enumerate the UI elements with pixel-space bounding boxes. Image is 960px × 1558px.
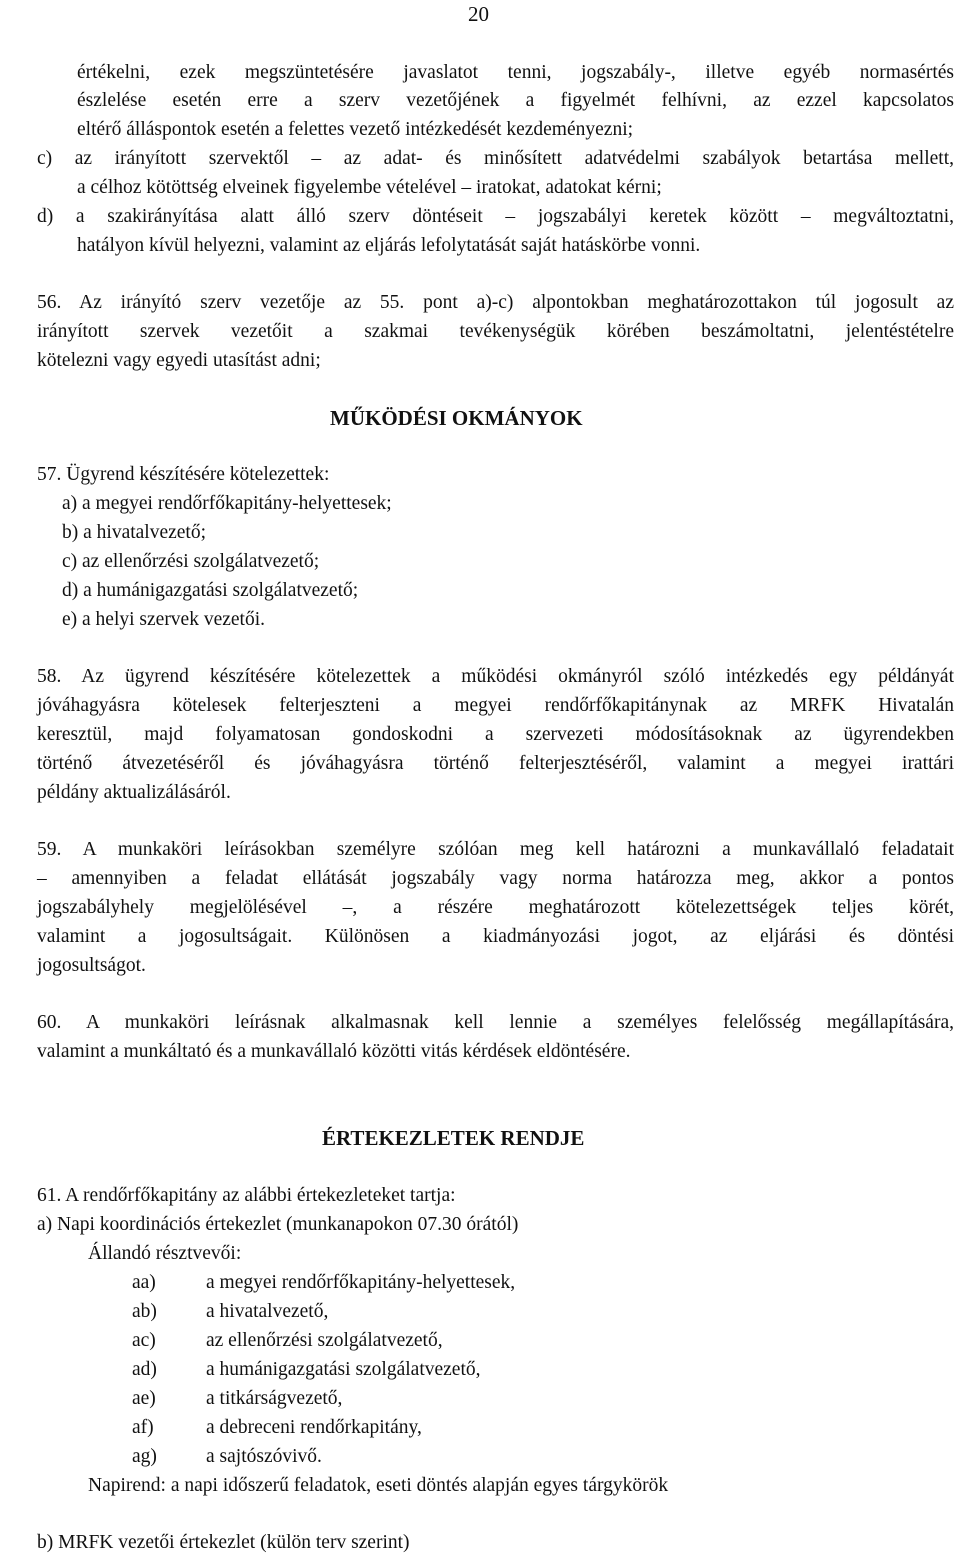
text-line: Állandó résztvevői:	[88, 1243, 242, 1264]
text-line: a célhoz kötöttség elveinek figyelembe vételével – iratokat, adatokat kérni;	[77, 177, 662, 198]
text-line: 58. Az ügyrend készítésére kötelezettek a működési okmányról szóló intézkedés egy példányát	[37, 666, 954, 687]
list-item: a megyei rendőrfőkapitány-helyettesek,	[206, 1272, 516, 1293]
text-line: valamint a munkáltató és a munkavállaló közötti vitás kérdések eldöntésére.	[37, 1041, 631, 1062]
text-line: a) Napi koordinációs értekezlet (munkanapokon 07.30 órától)	[37, 1214, 519, 1235]
list-item: b) a hivatalvezető;	[62, 522, 207, 543]
list-item: az ellenőrzési szolgálatvezető,	[206, 1330, 443, 1351]
list-item: d) a humánigazgatási szolgálatvezető;	[62, 580, 359, 601]
text-line: keresztül, majd folyamatosan gondoskodni a szervezeti módosításoknak az ügyrendekben	[37, 724, 954, 745]
text-line: c) az irányított szervektől – az adat- és minősített adatvédelmi szabályok betartása mellett,	[37, 148, 954, 169]
list-item: a humánigazgatási szolgálatvezető,	[206, 1359, 481, 1380]
list-item: c) az ellenőrzési szolgálatvezető;	[62, 551, 320, 572]
list-item: a sajtószóvivő.	[206, 1446, 322, 1467]
list-item: a debreceni rendőrkapitány,	[206, 1417, 422, 1438]
text-line: valamint a jogosultságait. Különösen a kiadmányozási jogot, az eljárási és döntési	[37, 926, 954, 947]
list-item-label: af)	[132, 1417, 154, 1438]
list-item: a) a megyei rendőrfőkapitány-helyettesek;	[62, 493, 392, 514]
text-line: 60. A munkaköri leírásnak alkalmasnak kell lennie a személyes felelősség megállapítására,	[37, 1012, 954, 1033]
text-line: eltérő álláspontok esetén a felettes vezető intézkedését kezdeményezni;	[77, 119, 634, 140]
text-line: hatályon kívül helyezni, valamint az eljárás lefolytatását saját hatáskörbe vonni.	[77, 235, 701, 256]
list-item-label: ac)	[132, 1330, 156, 1351]
text-line: – amennyiben a feladat ellátását jogszabály vagy norma határozza meg, akkor a pontos	[37, 868, 954, 889]
text-line: kötelezni vagy egyedi utasítást adni;	[37, 350, 321, 371]
text-line: példány aktualizálásáról.	[37, 782, 231, 803]
list-item-label: aa)	[132, 1272, 156, 1293]
text-line: 57. Ügyrend készítésére kötelezettek:	[37, 464, 330, 485]
list-item-label: ad)	[132, 1359, 157, 1380]
list-item-label: ae)	[132, 1388, 156, 1409]
section-heading: ÉRTEKEZLETEK RENDJE	[322, 1126, 585, 1150]
page-number: 20	[468, 2, 489, 26]
section-heading: MŰKÖDÉSI OKMÁNYOK	[330, 406, 583, 430]
text-line: Napirend: a napi időszerű feladatok, eseti döntés alapján egyes tárgykörök	[88, 1475, 669, 1496]
list-item-label: ab)	[132, 1301, 157, 1322]
list-item-label: ag)	[132, 1446, 157, 1467]
list-item: a hivatalvezető,	[206, 1301, 329, 1322]
text-line: 59. A munkaköri leírásokban személyre szólóan meg kell határozni a munkavállaló feladatait	[37, 839, 954, 860]
list-item: e) a helyi szervek vezetői.	[62, 609, 266, 630]
list-item: a titkárságvezető,	[206, 1388, 343, 1409]
text-line: 61. A rendőrfőkapitány az alábbi értekezleteket tartja:	[37, 1185, 456, 1206]
text-line: értékelni, ezek megszüntetésére javaslatot tenni, jogszabály-, illetve egyéb normasértés	[77, 62, 954, 83]
text-line: irányított szervek vezetőit a szakmai tevékenységük körében beszámoltatni, jelentéstételre	[37, 321, 954, 342]
text-line: történő átvezetéséről és jóváhagyásra történő felterjesztéséről, valamint a megyei irattári	[37, 753, 954, 774]
text-line: jogosultságot.	[37, 955, 146, 976]
text-line: észlelése esetén erre a szerv vezetőjének a figyelmét felhívni, az ezzel kapcsolatos	[77, 90, 954, 111]
text-line: jóváhagyásra kötelesek felterjeszteni a megyei rendőrfőkapitánynak az MRFK Hivatalán	[37, 695, 954, 716]
text-line: jogszabályhely megjelölésével –, a részére meghatározott kötelezettségek teljes körét,	[37, 897, 954, 918]
text-line: d) a szakirányítása alatt álló szerv döntéseit – jogszabályi keretek között – megváltoztatni,	[37, 206, 954, 227]
text-line: 56. Az irányító szerv vezetője az 55. pont a)-c) alpontokban meghatározottakon túl jogosult az	[37, 292, 954, 313]
text-line: b) MRFK vezetői értekezlet (külön terv szerint)	[37, 1532, 410, 1553]
